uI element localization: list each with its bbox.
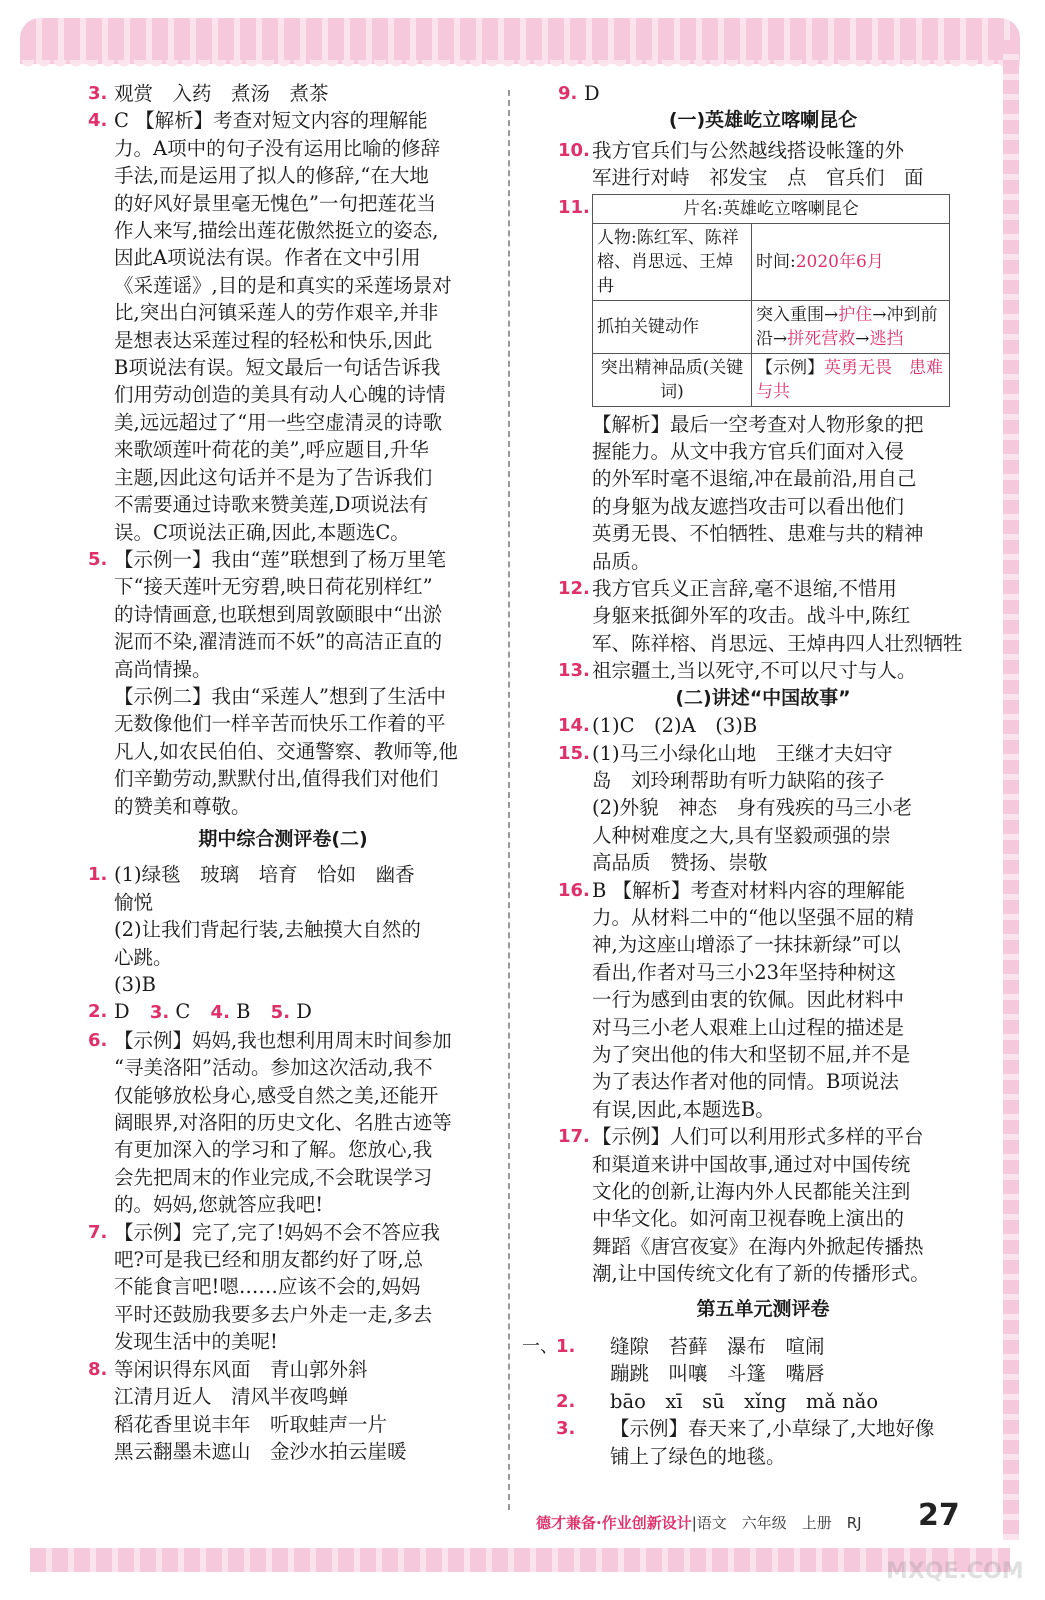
question-number: 8. (88, 1358, 108, 1380)
answer-7 (88, 1219, 478, 1356)
text-line: 和渠道来讲中国故事,通过对中国传统 (592, 1152, 911, 1176)
answer-9 (558, 80, 968, 107)
section-title-midterm-2: 期中综合测评卷(二) (198, 827, 368, 850)
text-line: 【示例一】我由“莲”联想到了杨万里笔 (114, 547, 446, 571)
pinyin-answer: bāo xī sū xǐng mǎ nǎo (610, 1389, 879, 1413)
text-line: 愉悦 (114, 890, 154, 914)
question-number: 3. (149, 1002, 170, 1024)
right-column (522, 80, 968, 1470)
spirit-value-cell (752, 353, 950, 406)
text-line: 等闲识得东风面 青山郭外斜 (114, 1357, 368, 1381)
question-number: 15. (558, 742, 590, 764)
text-line: 为了突出他的伟大和坚韧不屈,并不是 (592, 1042, 911, 1066)
time-cell (752, 223, 950, 300)
column-divider (508, 90, 510, 1510)
answer-13 (558, 657, 968, 684)
question-number: 4. (88, 110, 108, 132)
text-line: 潮,让中国传统文化有了新的传播形式。 (592, 1262, 930, 1286)
text-line: 缝隙 苔藓 瀑布 喧闹 (610, 1335, 825, 1359)
question-number: 6. (88, 1029, 108, 1051)
text-line: (1)绿毯 玻璃 培育 恰如 幽香 (114, 863, 415, 887)
answer-17 (558, 1123, 968, 1287)
text-line: 不能食言吧!嗯……应该不会的,妈妈 (114, 1275, 421, 1299)
text-line: 会先把周末的作业完成,不会耽误学习 (114, 1165, 433, 1189)
text-line: 平时还鼓励我要多去户外走一走,多去 (114, 1302, 433, 1326)
question-number: 1. (556, 1336, 576, 1358)
answer-12-text (592, 575, 968, 657)
text-line: 【示例二】我由“采莲人”想到了生活中 (114, 684, 446, 708)
text-line: 不需要通过诗歌来赞美莲,D项说法有 (114, 493, 429, 517)
answer-text: D (296, 1000, 312, 1024)
question-number: 5. (270, 1002, 291, 1024)
answer-1 (88, 861, 478, 998)
action-answer: 拼死营救 (787, 328, 856, 349)
answer-16-text (592, 877, 968, 1124)
text-line: 作人来写,描绘出莲花傲然挺立的姿态, (114, 219, 439, 243)
question-number: 13. (558, 660, 590, 682)
answer-4 (88, 107, 478, 546)
text-line: 比,突出白河镇采莲人的劳作艰辛,并非 (114, 301, 439, 325)
answer-15-text (592, 740, 968, 877)
text-line: 稻花香里说丰年 听取蛙声一片 (114, 1412, 388, 1436)
text-line: 的。妈妈,您就答应我吧! (114, 1193, 324, 1217)
action-text: 突入重围→ (756, 304, 839, 325)
right-border-decoration (1003, 40, 1019, 1540)
footer-brand: 德才兼备·作业创新设计 (536, 1514, 692, 1532)
text-line: 身躯来抵御外军的攻击。战斗中,陈红 (592, 604, 911, 628)
action-label-cell: 抓拍关键动作 (593, 300, 752, 353)
text-line: 们辛勤劳动,默默付出,值得我们对他们 (114, 767, 439, 791)
text-line: 【示例】春天来了,小草绿了,大地好像 (610, 1417, 935, 1441)
answer-12 (558, 575, 968, 657)
text-line: 下“接天莲叶无穷碧,映日荷花别样红” (114, 575, 433, 599)
text-line: B 【解析】考查对材料内容的理解能 (592, 878, 906, 902)
top-border-decoration (20, 18, 1020, 64)
text-line: 【解析】最后一空考查对人物形象的把 (592, 412, 924, 436)
people-cell: 人物:陈红军、陈祥榕、肖思远、王焯冉 (593, 223, 752, 300)
answer-5 (88, 546, 478, 820)
action-answer: 护住 (838, 304, 873, 325)
text-line: 岛 刘玲琍帮助有听力缺陷的孩子 (592, 768, 885, 792)
answer-3 (88, 80, 478, 107)
text-line: 《采莲谣》,目的是和真实的采莲场景对 (114, 273, 452, 297)
action-value-cell (752, 300, 950, 353)
question-number: 3. (88, 83, 108, 104)
answer-text: B (236, 1000, 251, 1024)
answer-text: C (175, 1000, 191, 1024)
text-line: 阔眼界,对洛阳的历史文化、名胜古迹等 (114, 1111, 452, 1135)
text-line: 手法,而是运用了拟人的修辞,“在大地 (114, 164, 429, 188)
question-number: 11. (558, 196, 590, 218)
text-line: 文化的创新,让海内外人民都能关注到 (592, 1180, 911, 1203)
text-line: 力。从材料二中的“他以坚强不屈的精 (592, 905, 914, 929)
question-number: 5. (88, 548, 108, 570)
page-number: 27 (918, 1498, 960, 1533)
answer-11 (558, 194, 968, 575)
question-number: 7. (88, 1221, 108, 1243)
text-line: 的外军时毫不退缩,冲在最前沿,用自己 (592, 467, 917, 491)
text-line: 无数像他们一样辛苦而快乐工作着的平 (114, 712, 446, 736)
text-line: B项说法有误。短文最后一句话告诉我 (114, 356, 441, 380)
part-1-answer-3-text (610, 1415, 968, 1470)
text-line: 蹦跳 叫嚷 斗篷 嘴唇 (610, 1362, 825, 1386)
text-line: 对马三小老人艰难上山过程的描述是 (592, 1015, 905, 1039)
page-footer (536, 1512, 862, 1533)
answer-16 (558, 877, 968, 1124)
text-line: 们用劳动创造的美具有动人心魄的诗情 (114, 383, 446, 407)
text-line: 来歌颂莲叶荷花的美”,呼应题目,升华 (114, 438, 429, 462)
text-line: 凡人,如农民伯伯、交通警察、教师等,他 (114, 739, 458, 763)
question-number: 9. (558, 83, 578, 104)
text-line: 【示例】妈妈,我也想利用周末时间参加 (114, 1028, 452, 1052)
section-title-2: (二)讲述“中国故事” (675, 686, 851, 709)
part-1-answer-2 (558, 1388, 968, 1415)
answer-text: 祖宗疆土,当以死守,不可以尺寸与人。 (592, 659, 917, 683)
answer-8 (88, 1356, 478, 1466)
text-line: 泥而不染,濯清涟而不妖”的高洁正直的 (114, 630, 443, 654)
text-line: 黑云翻墨未遮山 金沙水拍云崖暖 (114, 1439, 407, 1463)
question-number: 10. (558, 139, 590, 161)
section-title-1: (一)英雄屹立喀喇昆仑 (668, 109, 858, 132)
question-number: 12. (558, 578, 590, 600)
answer-11-analysis (592, 411, 968, 575)
part-number: 一、 (522, 1336, 558, 1358)
text-line: 我方官兵们与公然越线搭设帐篷的外 (592, 138, 905, 162)
film-info-table (592, 194, 950, 407)
text-line: 铺上了绿色的地毯。 (610, 1444, 786, 1468)
text-line: 有误,因此,本题选B。 (592, 1097, 775, 1121)
answer-5-text (114, 546, 478, 820)
text-line: 的赞美和尊敬。 (114, 794, 251, 818)
text-line: 品质。 (592, 549, 651, 573)
example-tag: 【示例】 (756, 357, 824, 378)
answer-10 (558, 137, 968, 192)
text-line: 江清月近人 清风半夜鸣蝉 (114, 1385, 349, 1409)
text-line: 因此A项说法有误。作者在文中引用 (114, 246, 421, 270)
text-line: 的诗情画意,也联想到周敦颐眼中“出淤 (114, 602, 443, 626)
text-line: 的身躯为战友遮挡攻击可以看出他们 (592, 494, 905, 518)
text-line: 吧?可是我已经和朋友都约好了呀,总 (114, 1248, 424, 1272)
text-line: 看出,作者对马三小23年坚持种树这 (592, 960, 897, 984)
text-line: 有更加深入的学习和了解。您放心,我 (114, 1138, 433, 1162)
answer-text: 观赏 入药 煮汤 煮茶 (114, 82, 329, 105)
action-text: → (855, 328, 870, 349)
question-number: 2. (556, 1390, 576, 1412)
question-number: 14. (558, 715, 590, 737)
text-line: 力。A项中的句子没有运用比喻的修辞 (114, 136, 441, 160)
spirit-label-cell: 突出精神品质(关键词) (593, 353, 752, 406)
question-number: 1. (88, 864, 108, 886)
text-line: 军进行对峙 祁发宝 点 官兵们 面 (592, 166, 924, 190)
text-line: 高品质 赞扬、崇敬 (592, 851, 768, 875)
action-text: →冲到前沿→ (756, 304, 938, 349)
answer-7-text (114, 1219, 478, 1356)
answer-page (88, 80, 973, 1540)
action-answer: 逃挡 (869, 328, 904, 349)
section-title-unit-5: 第五单元测评卷 (696, 1297, 830, 1320)
time-label: 时间: (756, 251, 796, 272)
text-line: 的好风好景里毫无愧色”一句把莲花当 (114, 191, 436, 215)
text-line: 【示例】完了,完了!妈妈不会不答应我 (114, 1220, 441, 1244)
film-title-cell: 片名:英雄屹立喀喇昆仑 (593, 194, 950, 223)
answer-text: D (584, 82, 600, 105)
left-column (88, 80, 478, 1465)
answer-4-text (114, 107, 478, 546)
text-line: 握能力。从文中我方官兵们面对入侵 (592, 440, 905, 464)
time-value: 2020年6月 (795, 251, 884, 272)
question-number: 3. (556, 1418, 576, 1440)
question-number: 2. (88, 1001, 108, 1023)
text-line: 神,为这座山增添了一抹抹新绿”可以 (592, 933, 901, 957)
bottom-border-decoration (30, 1548, 1010, 1572)
answer-17-text (592, 1123, 968, 1287)
answer-6-text (114, 1027, 478, 1219)
text-line: 仅能够放松身心,感受自然之美,还能开 (114, 1083, 439, 1107)
text-line: 心跳。 (114, 945, 173, 969)
answer-text: (1)C (2)A (3)B (592, 714, 758, 738)
text-line: 美,远远超过了“用一些空虚清灵的诗歌 (114, 410, 443, 434)
footer-subject: |语文 六年级 上册 RJ (691, 1514, 862, 1532)
text-line: 【示例】人们可以利用形式多样的平台 (592, 1125, 924, 1149)
text-line: 人种树难度之大,具有坚毅顽强的崇 (592, 823, 891, 847)
text-line: (2)让我们背起行装,去触摸大自然的 (114, 918, 421, 942)
answer-1-text (114, 861, 478, 998)
text-line: 主题,因此这句话并不是为了告诉我们 (114, 465, 433, 489)
answer-15 (558, 740, 968, 877)
part-1-answer-3 (558, 1415, 968, 1470)
question-number: 4. (210, 1002, 230, 1024)
spirit-answer: 英勇无畏 患难与共 (756, 357, 943, 402)
text-line: (3)B (114, 973, 156, 996)
text-line: 为了表达作者对他的同情。B项说法 (592, 1070, 899, 1094)
watermark-logo (880, 1500, 1030, 1590)
text-line: 一行为感到由衷的钦佩。因此材料中 (592, 988, 905, 1012)
text-line: 舞蹈《唐宫夜宴》在海内外掀起传播热 (592, 1234, 924, 1258)
question-number: 16. (558, 879, 590, 901)
part-1-answer-1 (522, 1333, 968, 1388)
answer-2-to-5 (88, 998, 478, 1026)
answer-10-text (592, 137, 968, 192)
text-line: 我方官兵义正言辞,毫不退缩,不惜用 (592, 577, 897, 601)
answer-14 (558, 712, 968, 739)
text-line: 误。C项说法正确,因此,本题选C。 (114, 520, 410, 544)
text-line: C 【解析】考查对短文内容的理解能 (114, 109, 428, 133)
answer-6 (88, 1027, 478, 1219)
text-line: 是想表达采莲过程的轻松和快乐,因此 (114, 328, 433, 352)
answer-text: D (114, 1000, 130, 1024)
part-1-answer-1-text (610, 1333, 968, 1388)
text-line: 发现生活中的美呢! (114, 1330, 278, 1354)
text-line: 中华文化。如河南卫视春晚上演出的 (592, 1207, 905, 1231)
question-number: 17. (558, 1126, 590, 1148)
answer-8-text (114, 1356, 478, 1466)
text-line: (2)外貌 神态 身有残疾的马三小老 (592, 796, 913, 820)
text-line: (1)马三小绿化山地 王继才夫妇守 (592, 741, 893, 765)
text-line: “寻美洛阳”活动。参加这次活动,我不 (114, 1056, 433, 1080)
text-line: 军、陈祥榕、肖思远、王焯冉四人壮烈牺牲 (592, 631, 963, 655)
text-line: 英勇无畏、不怕牺牲、患难与共的精神 (592, 522, 924, 546)
watermark-text: MXQE.COM (886, 1559, 1024, 1584)
text-line: 高尚情操。 (114, 657, 212, 681)
